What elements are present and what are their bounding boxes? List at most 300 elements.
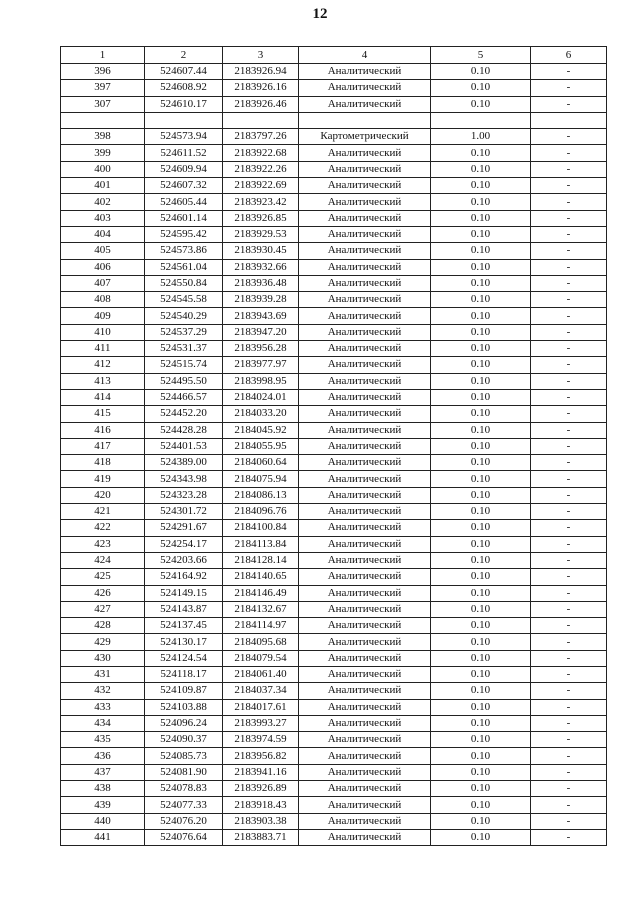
y-coordinate-cell: 2184045.92 — [223, 422, 299, 438]
note-cell: - — [531, 161, 607, 177]
method-cell: Аналитический — [299, 373, 431, 389]
note-cell: - — [531, 487, 607, 503]
table-row — [61, 829, 607, 845]
x-coordinate-cell: 524601.14 — [145, 210, 223, 226]
note-cell: - — [531, 292, 607, 308]
accuracy-cell: 0.10 — [431, 145, 531, 161]
accuracy-cell: 0.10 — [431, 618, 531, 634]
x-coordinate-cell: 524389.00 — [145, 455, 223, 471]
note-cell: - — [531, 80, 607, 96]
method-cell: Аналитический — [299, 618, 431, 634]
method-cell: Картометрический — [299, 129, 431, 145]
method-cell: Аналитический — [299, 406, 431, 422]
y-coordinate-cell: 2184037.34 — [223, 683, 299, 699]
x-coordinate-cell: 524401.53 — [145, 438, 223, 454]
y-coordinate-cell: 2184055.95 — [223, 438, 299, 454]
table-row — [61, 373, 607, 389]
note-cell: - — [531, 129, 607, 145]
table-row — [61, 455, 607, 471]
x-coordinate-cell: 524109.87 — [145, 683, 223, 699]
note-cell: - — [531, 406, 607, 422]
accuracy-cell: 0.10 — [431, 569, 531, 585]
accuracy-cell: 0.10 — [431, 715, 531, 731]
x-coordinate-cell: 524164.92 — [145, 569, 223, 585]
note-cell: - — [531, 732, 607, 748]
method-cell: Аналитический — [299, 324, 431, 340]
x-coordinate-cell: 524096.24 — [145, 715, 223, 731]
x-coordinate-cell: 524103.88 — [145, 699, 223, 715]
point-number-cell: 398 — [61, 129, 145, 145]
column-header: 3 — [223, 47, 299, 64]
point-number-cell: 413 — [61, 373, 145, 389]
accuracy-cell: 0.10 — [431, 243, 531, 259]
table-row — [61, 748, 607, 764]
table-row — [61, 797, 607, 813]
table-row — [61, 64, 607, 80]
table-row — [61, 145, 607, 161]
column-header: 5 — [431, 47, 531, 64]
point-number-cell: 436 — [61, 748, 145, 764]
accuracy-cell: 0.10 — [431, 813, 531, 829]
note-cell: - — [531, 618, 607, 634]
note-cell: - — [531, 504, 607, 520]
y-coordinate-cell: 2183926.85 — [223, 210, 299, 226]
point-number-cell: 416 — [61, 422, 145, 438]
method-cell: Аналитический — [299, 389, 431, 405]
note-cell: - — [531, 438, 607, 454]
x-coordinate-cell: 524343.98 — [145, 471, 223, 487]
accuracy-cell: 0.10 — [431, 275, 531, 291]
table-row — [61, 732, 607, 748]
point-number-cell: 402 — [61, 194, 145, 210]
point-number-cell: 419 — [61, 471, 145, 487]
point-number-cell: 404 — [61, 226, 145, 242]
method-cell: Аналитический — [299, 80, 431, 96]
point-number-cell: 429 — [61, 634, 145, 650]
table-row — [61, 161, 607, 177]
point-number-cell: 400 — [61, 161, 145, 177]
table-header-row — [61, 47, 607, 64]
point-number-cell: 434 — [61, 715, 145, 731]
note-cell: - — [531, 64, 607, 80]
y-coordinate-cell: 2184086.13 — [223, 487, 299, 503]
x-coordinate-cell: 524254.17 — [145, 536, 223, 552]
x-coordinate-cell: 524605.44 — [145, 194, 223, 210]
point-number-cell: 431 — [61, 666, 145, 682]
accuracy-cell: 0.10 — [431, 536, 531, 552]
method-cell: Аналитический — [299, 292, 431, 308]
method-cell: Аналитический — [299, 764, 431, 780]
method-cell: Аналитический — [299, 699, 431, 715]
note-cell: - — [531, 194, 607, 210]
method-cell: Аналитический — [299, 471, 431, 487]
accuracy-cell: 0.10 — [431, 194, 531, 210]
method-cell: Аналитический — [299, 813, 431, 829]
point-number-cell: 422 — [61, 520, 145, 536]
point-number-cell: 438 — [61, 781, 145, 797]
table-row — [61, 487, 607, 503]
accuracy-cell: 0.10 — [431, 438, 531, 454]
table-row — [61, 471, 607, 487]
table-row — [61, 275, 607, 291]
table-row — [61, 699, 607, 715]
table-row — [61, 112, 607, 128]
table-row — [61, 357, 607, 373]
x-coordinate-cell: 524428.28 — [145, 422, 223, 438]
point-number-cell: 396 — [61, 64, 145, 80]
note-cell: - — [531, 536, 607, 552]
point-number-cell: 405 — [61, 243, 145, 259]
method-cell: Аналитический — [299, 829, 431, 845]
note-cell: - — [531, 813, 607, 829]
x-coordinate-cell: 524078.83 — [145, 781, 223, 797]
accuracy-cell: 0.10 — [431, 601, 531, 617]
y-coordinate-cell: 2183797.26 — [223, 129, 299, 145]
x-coordinate-cell: 524573.86 — [145, 243, 223, 259]
accuracy-cell: 0.10 — [431, 552, 531, 568]
y-coordinate-cell: 2184100.84 — [223, 520, 299, 536]
method-cell: Аналитический — [299, 145, 431, 161]
accuracy-cell: 0.10 — [431, 455, 531, 471]
method-cell: Аналитический — [299, 748, 431, 764]
method-cell: Аналитический — [299, 178, 431, 194]
y-coordinate-cell: 2183922.68 — [223, 145, 299, 161]
accuracy-cell: 0.10 — [431, 178, 531, 194]
note-cell: - — [531, 357, 607, 373]
x-coordinate-cell: 524609.94 — [145, 161, 223, 177]
y-coordinate-cell: 2184060.64 — [223, 455, 299, 471]
accuracy-cell: 0.10 — [431, 504, 531, 520]
x-coordinate-cell: 524291.67 — [145, 520, 223, 536]
point-number-cell: 414 — [61, 389, 145, 405]
column-header: 4 — [299, 47, 431, 64]
y-coordinate-cell: 2184017.61 — [223, 699, 299, 715]
y-coordinate-cell: 2183929.53 — [223, 226, 299, 242]
method-cell: Аналитический — [299, 275, 431, 291]
table-row — [61, 292, 607, 308]
note-cell: - — [531, 699, 607, 715]
note-cell: - — [531, 275, 607, 291]
y-coordinate-cell: 2183977.97 — [223, 357, 299, 373]
point-number-cell: 417 — [61, 438, 145, 454]
y-coordinate-cell: 2184132.67 — [223, 601, 299, 617]
y-coordinate-cell: 2183883.71 — [223, 829, 299, 845]
note-cell: - — [531, 797, 607, 813]
x-coordinate-cell: 524610.17 — [145, 96, 223, 112]
x-coordinate-cell: 524323.28 — [145, 487, 223, 503]
method-cell: Аналитический — [299, 357, 431, 373]
y-coordinate-cell: 2184096.76 — [223, 504, 299, 520]
x-coordinate-cell: 524607.44 — [145, 64, 223, 80]
table-row — [61, 781, 607, 797]
method-cell: Аналитический — [299, 194, 431, 210]
x-coordinate-cell: 524495.50 — [145, 373, 223, 389]
note-cell: - — [531, 178, 607, 194]
y-coordinate-cell: 2183956.28 — [223, 341, 299, 357]
method-cell: Аналитический — [299, 422, 431, 438]
point-number-cell: 409 — [61, 308, 145, 324]
method-cell: Аналитический — [299, 487, 431, 503]
table-row — [61, 536, 607, 552]
note-cell: - — [531, 324, 607, 340]
table-row — [61, 634, 607, 650]
table-row — [61, 341, 607, 357]
x-coordinate-cell: 524595.42 — [145, 226, 223, 242]
accuracy-cell: 0.10 — [431, 634, 531, 650]
point-number-cell: 418 — [61, 455, 145, 471]
point-number-cell: 440 — [61, 813, 145, 829]
table-row — [61, 194, 607, 210]
accuracy-cell: 0.10 — [431, 797, 531, 813]
accuracy-cell: 0.10 — [431, 259, 531, 275]
table-row — [61, 683, 607, 699]
x-coordinate-cell: 524466.57 — [145, 389, 223, 405]
method-cell: Аналитический — [299, 650, 431, 666]
table-row — [61, 178, 607, 194]
note-cell: - — [531, 341, 607, 357]
point-number-cell: 425 — [61, 569, 145, 585]
y-coordinate-cell: 2183922.26 — [223, 161, 299, 177]
accuracy-cell: 0.10 — [431, 683, 531, 699]
point-number-cell: 408 — [61, 292, 145, 308]
table-row — [61, 504, 607, 520]
accuracy-cell: 0.10 — [431, 161, 531, 177]
table-row — [61, 764, 607, 780]
note-cell: - — [531, 308, 607, 324]
note-cell: - — [531, 422, 607, 438]
x-coordinate-cell: 524076.20 — [145, 813, 223, 829]
note-cell: - — [531, 389, 607, 405]
accuracy-cell: 0.10 — [431, 324, 531, 340]
x-coordinate-cell: 524076.64 — [145, 829, 223, 845]
accuracy-cell: 0.10 — [431, 471, 531, 487]
y-coordinate-cell: 2184140.65 — [223, 569, 299, 585]
accuracy-cell: 0.10 — [431, 520, 531, 536]
point-number-cell: 415 — [61, 406, 145, 422]
method-cell: Аналитический — [299, 552, 431, 568]
point-number-cell — [61, 112, 145, 128]
point-number-cell: 307 — [61, 96, 145, 112]
point-number-cell: 399 — [61, 145, 145, 161]
x-coordinate-cell: 524537.29 — [145, 324, 223, 340]
table-row — [61, 666, 607, 682]
accuracy-cell: 0.10 — [431, 764, 531, 780]
table-row — [61, 438, 607, 454]
table-row — [61, 715, 607, 731]
x-coordinate-cell: 524124.54 — [145, 650, 223, 666]
x-coordinate-cell: 524301.72 — [145, 504, 223, 520]
point-number-cell: 439 — [61, 797, 145, 813]
point-number-cell: 428 — [61, 618, 145, 634]
accuracy-cell: 0.10 — [431, 666, 531, 682]
y-coordinate-cell: 2183936.48 — [223, 275, 299, 291]
table-row — [61, 80, 607, 96]
accuracy-cell: 0.10 — [431, 650, 531, 666]
note-cell: - — [531, 764, 607, 780]
point-number-cell: 426 — [61, 585, 145, 601]
point-number-cell: 421 — [61, 504, 145, 520]
y-coordinate-cell: 2183939.28 — [223, 292, 299, 308]
accuracy-cell: 0.10 — [431, 748, 531, 764]
y-coordinate-cell: 2184095.68 — [223, 634, 299, 650]
y-coordinate-cell: 2183941.16 — [223, 764, 299, 780]
note-cell: - — [531, 683, 607, 699]
note-cell: - — [531, 666, 607, 682]
note-cell: - — [531, 829, 607, 845]
note-cell: - — [531, 455, 607, 471]
table-row — [61, 569, 607, 585]
accuracy-cell: 0.10 — [431, 357, 531, 373]
method-cell: Аналитический — [299, 666, 431, 682]
method-cell: Аналитический — [299, 683, 431, 699]
x-coordinate-cell: 524608.92 — [145, 80, 223, 96]
y-coordinate-cell: 2183993.27 — [223, 715, 299, 731]
y-coordinate-cell: 2184075.94 — [223, 471, 299, 487]
point-number-cell: 433 — [61, 699, 145, 715]
accuracy-cell: 0.10 — [431, 373, 531, 389]
accuracy-cell: 0.10 — [431, 406, 531, 422]
y-coordinate-cell: 2184033.20 — [223, 406, 299, 422]
note-cell: - — [531, 259, 607, 275]
point-number-cell: 397 — [61, 80, 145, 96]
accuracy-cell: 0.10 — [431, 341, 531, 357]
method-cell: Аналитический — [299, 341, 431, 357]
accuracy-cell: 0.10 — [431, 226, 531, 242]
x-coordinate-cell: 524085.73 — [145, 748, 223, 764]
table-row — [61, 618, 607, 634]
x-coordinate-cell: 524531.37 — [145, 341, 223, 357]
x-coordinate-cell: 524545.58 — [145, 292, 223, 308]
x-coordinate-cell: 524137.45 — [145, 618, 223, 634]
accuracy-cell: 0.10 — [431, 308, 531, 324]
method-cell: Аналитический — [299, 504, 431, 520]
note-cell: - — [531, 226, 607, 242]
method-cell: Аналитический — [299, 161, 431, 177]
method-cell: Аналитический — [299, 259, 431, 275]
y-coordinate-cell: 2183926.89 — [223, 781, 299, 797]
table-row — [61, 243, 607, 259]
y-coordinate-cell: 2183903.38 — [223, 813, 299, 829]
accuracy-cell: 0.10 — [431, 781, 531, 797]
page-number: 12 — [312, 6, 328, 22]
table-row — [61, 308, 607, 324]
y-coordinate-cell: 2183918.43 — [223, 797, 299, 813]
x-coordinate-cell: 524540.29 — [145, 308, 223, 324]
point-number-cell: 401 — [61, 178, 145, 194]
accuracy-cell — [431, 112, 531, 128]
accuracy-cell: 0.10 — [431, 389, 531, 405]
accuracy-cell: 0.10 — [431, 80, 531, 96]
method-cell: Аналитический — [299, 797, 431, 813]
y-coordinate-cell: 2183947.20 — [223, 324, 299, 340]
note-cell: - — [531, 373, 607, 389]
table-row — [61, 552, 607, 568]
accuracy-cell: 0.10 — [431, 64, 531, 80]
x-coordinate-cell: 524573.94 — [145, 129, 223, 145]
accuracy-cell: 0.10 — [431, 422, 531, 438]
accuracy-cell: 0.10 — [431, 487, 531, 503]
accuracy-cell: 0.10 — [431, 96, 531, 112]
table-row — [61, 210, 607, 226]
table-row — [61, 601, 607, 617]
note-cell: - — [531, 634, 607, 650]
point-number-cell: 410 — [61, 324, 145, 340]
accuracy-cell: 1.00 — [431, 129, 531, 145]
y-coordinate-cell: 2184128.14 — [223, 552, 299, 568]
method-cell: Аналитический — [299, 243, 431, 259]
note-cell: - — [531, 715, 607, 731]
accuracy-cell: 0.10 — [431, 829, 531, 845]
x-coordinate-cell: 524550.84 — [145, 275, 223, 291]
point-number-cell: 430 — [61, 650, 145, 666]
accuracy-cell: 0.10 — [431, 699, 531, 715]
x-coordinate-cell: 524203.66 — [145, 552, 223, 568]
note-cell: - — [531, 145, 607, 161]
point-number-cell: 412 — [61, 357, 145, 373]
x-coordinate-cell: 524452.20 — [145, 406, 223, 422]
point-number-cell: 437 — [61, 764, 145, 780]
x-coordinate-cell: 524143.87 — [145, 601, 223, 617]
accuracy-cell: 0.10 — [431, 585, 531, 601]
table-row — [61, 422, 607, 438]
x-coordinate-cell: 524077.33 — [145, 797, 223, 813]
method-cell: Аналитический — [299, 569, 431, 585]
y-coordinate-cell: 2183998.95 — [223, 373, 299, 389]
point-number-cell: 411 — [61, 341, 145, 357]
x-coordinate-cell: 524118.17 — [145, 666, 223, 682]
method-cell: Аналитический — [299, 308, 431, 324]
y-coordinate-cell: 2184061.40 — [223, 666, 299, 682]
method-cell: Аналитический — [299, 64, 431, 80]
y-coordinate-cell: 2183956.82 — [223, 748, 299, 764]
method-cell: Аналитический — [299, 732, 431, 748]
x-coordinate-cell: 524515.74 — [145, 357, 223, 373]
method-cell: Аналитический — [299, 585, 431, 601]
method-cell: Аналитический — [299, 520, 431, 536]
note-cell: - — [531, 650, 607, 666]
note-cell: - — [531, 601, 607, 617]
table-row — [61, 324, 607, 340]
note-cell: - — [531, 569, 607, 585]
point-number-cell: 420 — [61, 487, 145, 503]
column-header: 2 — [145, 47, 223, 64]
point-number-cell: 406 — [61, 259, 145, 275]
point-number-cell: 435 — [61, 732, 145, 748]
column-header: 1 — [61, 47, 145, 64]
y-coordinate-cell: 2184146.49 — [223, 585, 299, 601]
x-coordinate-cell: 524561.04 — [145, 259, 223, 275]
note-cell — [531, 112, 607, 128]
table-row — [61, 650, 607, 666]
x-coordinate-cell: 524149.15 — [145, 585, 223, 601]
table-row — [61, 96, 607, 112]
table-row — [61, 129, 607, 145]
y-coordinate-cell: 2183932.66 — [223, 259, 299, 275]
method-cell: Аналитический — [299, 438, 431, 454]
table-row — [61, 226, 607, 242]
y-coordinate-cell: 2183926.16 — [223, 80, 299, 96]
table-row — [61, 585, 607, 601]
note-cell: - — [531, 243, 607, 259]
note-cell: - — [531, 552, 607, 568]
x-coordinate-cell: 524607.32 — [145, 178, 223, 194]
x-coordinate-cell: 524090.37 — [145, 732, 223, 748]
y-coordinate-cell: 2183923.42 — [223, 194, 299, 210]
point-number-cell: 441 — [61, 829, 145, 845]
note-cell: - — [531, 520, 607, 536]
method-cell: Аналитический — [299, 226, 431, 242]
table-row — [61, 389, 607, 405]
